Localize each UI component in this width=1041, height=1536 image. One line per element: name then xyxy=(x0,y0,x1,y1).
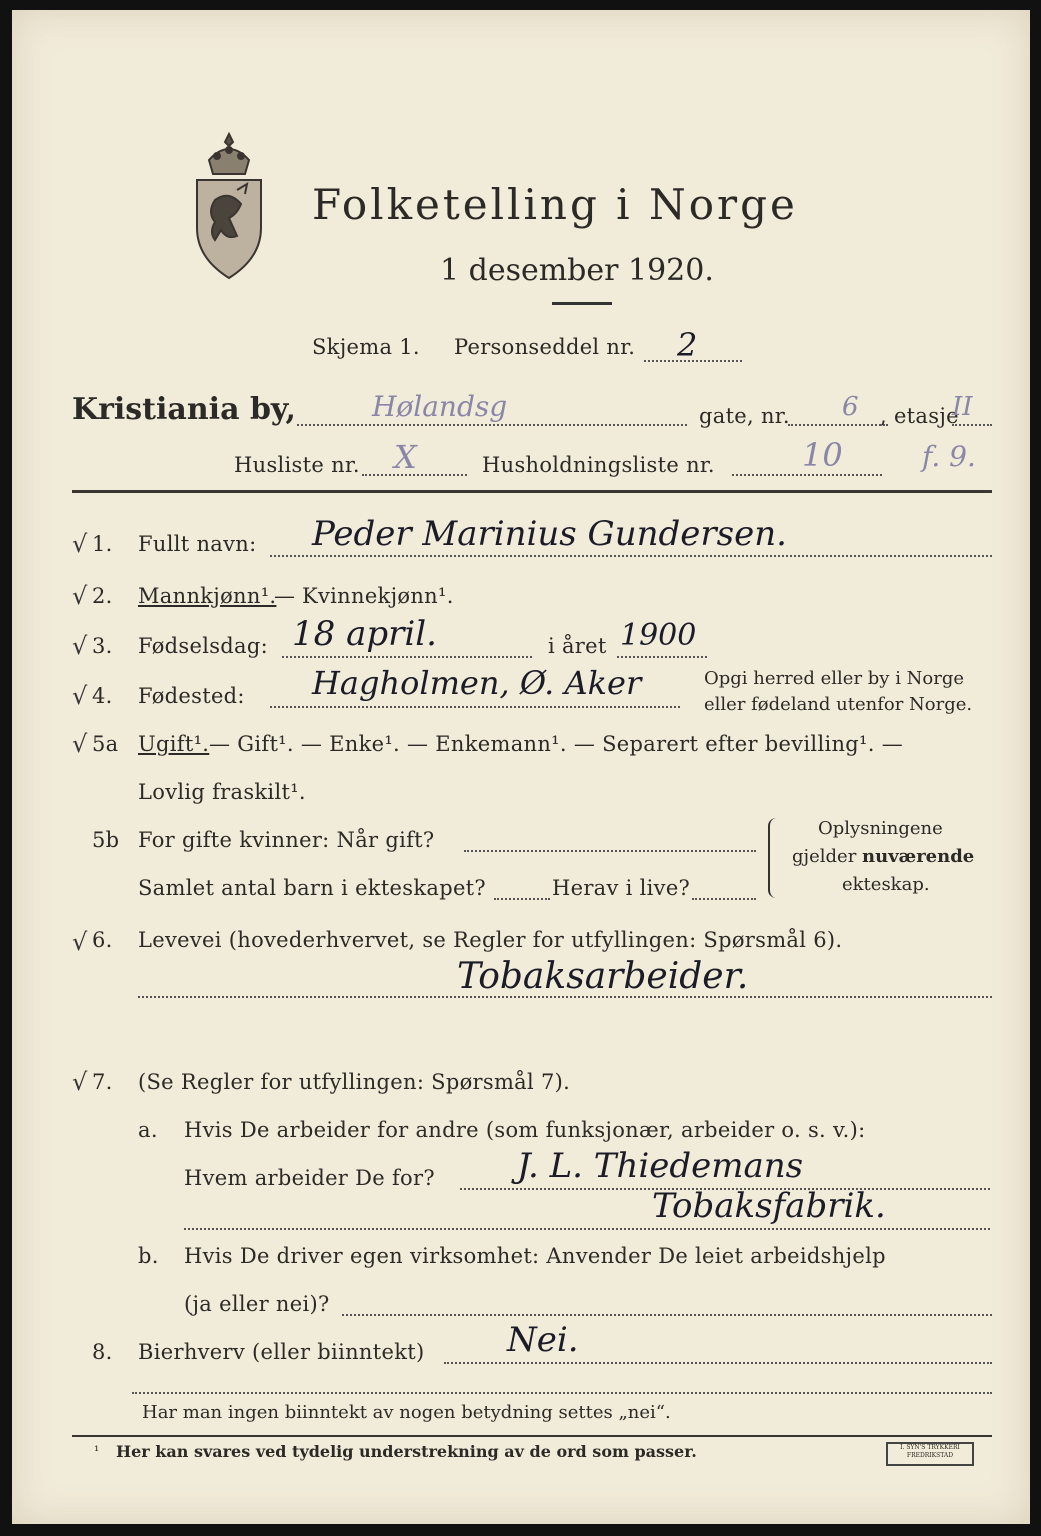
q3-number: 3. xyxy=(92,634,113,658)
birthplace-value[interactable]: Hagholmen, Ø. Aker xyxy=(312,664,642,702)
ugift-option[interactable]: Ugift¹. xyxy=(138,732,210,756)
birthday-value[interactable]: 18 april. xyxy=(292,614,437,654)
q6-label: Levevei (hovederhvervet, se Regler for utfyllingen: Spørsmål 6). xyxy=(138,928,843,952)
birth-year-value[interactable]: 1900 xyxy=(620,618,697,653)
q5b-children-label: Samlet antal barn i ekteskapet? xyxy=(138,876,486,900)
employer-value-line1[interactable]: J. L. Thiedemans xyxy=(517,1146,804,1186)
etasje-label: , etasje xyxy=(880,404,959,428)
census-date: 1 desember 1920. xyxy=(440,253,714,288)
skjema-label: Skjema 1. xyxy=(312,335,420,359)
checkmark-icon: √ xyxy=(72,730,88,758)
checkmark-icon: √ xyxy=(72,530,88,558)
male-option[interactable]: Mannkjønn¹. xyxy=(138,584,277,608)
q5b-note-line3: ekteskap. xyxy=(842,874,930,895)
checkmark-icon: √ xyxy=(72,682,88,710)
fraskilt-option[interactable]: Lovlig fraskilt¹. xyxy=(138,780,306,804)
q5a-number: 5a xyxy=(92,732,119,756)
printer-stamp: I. SYN'S TRYKKERI FREDRIKSTAD xyxy=(886,1442,974,1466)
husholdning-extra: f. 9. xyxy=(922,440,976,473)
q7b-question: (ja eller nei)? xyxy=(184,1292,330,1316)
husholdning-label: Husholdningsliste nr. xyxy=(482,453,715,477)
q7a-question: Hvem arbeider De for? xyxy=(184,1166,435,1190)
q1-label: Fullt navn: xyxy=(138,532,257,556)
q2-number: 2. xyxy=(92,584,113,608)
marital-options[interactable]: — Gift¹. — Enke¹. — Enkemann¹. — Separert efter bevilling¹. — xyxy=(209,732,904,756)
checkmark-icon: √ xyxy=(72,632,88,660)
footer-note: Har man ingen biinntekt av nogen betydning settes „nei“. xyxy=(142,1402,671,1423)
footnote-mark: ¹ xyxy=(94,1444,100,1459)
q6-number: 6. xyxy=(92,928,113,952)
q4-label: Fødested: xyxy=(138,684,245,708)
personseddel-value[interactable]: 2 xyxy=(677,326,698,364)
title-divider xyxy=(552,302,612,305)
q7a-number: a. xyxy=(138,1118,158,1142)
checkmark-icon: √ xyxy=(72,1068,88,1096)
city-label: Kristiania by, xyxy=(72,392,296,427)
etasje-value[interactable]: II xyxy=(952,392,973,422)
q7b-text: Hvis De driver egen virksomhet: Anvender De leiet arbeidshjelp xyxy=(184,1244,886,1268)
employer-value-line2[interactable]: Tobaksfabrik. xyxy=(652,1186,886,1226)
full-name-value[interactable]: Peder Marinius Gundersen. xyxy=(312,514,787,554)
q8-number: 8. xyxy=(92,1340,113,1364)
q7a-text: Hvis De arbeider for andre (som funksjonær, arbeider o. s. v.): xyxy=(184,1118,866,1142)
q4-number: 4. xyxy=(92,684,113,708)
q5b-number: 5b xyxy=(92,828,120,852)
year-label: i året xyxy=(548,634,607,658)
q5b-line1: For gifte kvinner: Når gift? xyxy=(138,828,435,852)
q7-number: 7. xyxy=(92,1070,113,1094)
coat-of-arms-icon xyxy=(187,130,271,280)
q5b-alive-label: Herav i live? xyxy=(552,876,691,900)
gate-label: gate, nr. xyxy=(699,404,790,428)
gate-nr-value[interactable]: 6 xyxy=(842,392,859,422)
footnote-text: Her kan svares ved tydelig understrekning av de ord som passer. xyxy=(116,1442,697,1461)
street-value[interactable]: Hølandsg xyxy=(372,390,508,423)
personseddel-label: Personseddel nr. xyxy=(454,335,636,359)
q8-label: Bierhverv (eller biinntekt) xyxy=(138,1340,425,1364)
note-brace xyxy=(768,818,778,898)
header-divider xyxy=(72,490,992,493)
side-income-value[interactable]: Nei. xyxy=(507,1320,579,1360)
q2-separator: — xyxy=(274,584,296,608)
checkmark-icon: √ xyxy=(72,582,88,610)
husliste-value[interactable]: X xyxy=(394,438,417,476)
form-title: Folketelling i Norge xyxy=(312,180,798,229)
q5b-note-line1: Oplysningene xyxy=(818,818,943,839)
q7b-number: b. xyxy=(138,1244,159,1268)
census-form xyxy=(12,10,1030,1524)
husliste-label: Husliste nr. xyxy=(234,453,360,477)
q5b-note-line2: gjelder nuværende xyxy=(792,846,975,867)
occupation-value[interactable]: Tobaksarbeider. xyxy=(457,956,749,997)
husholdning-value[interactable]: 10 xyxy=(802,436,843,474)
birthplace-note-line2: eller fødeland utenfor Norge. xyxy=(704,694,973,715)
birthplace-note-line1: Opgi herred eller by i Norge xyxy=(704,668,965,689)
q3-label: Fødselsdag: xyxy=(138,634,268,658)
footer-divider xyxy=(72,1435,992,1437)
q1-number: 1. xyxy=(92,532,113,556)
checkmark-icon: √ xyxy=(72,928,88,956)
q7-label: (Se Regler for utfyllingen: Spørsmål 7). xyxy=(138,1070,571,1094)
female-option[interactable]: Kvinnekjønn¹. xyxy=(302,584,454,608)
